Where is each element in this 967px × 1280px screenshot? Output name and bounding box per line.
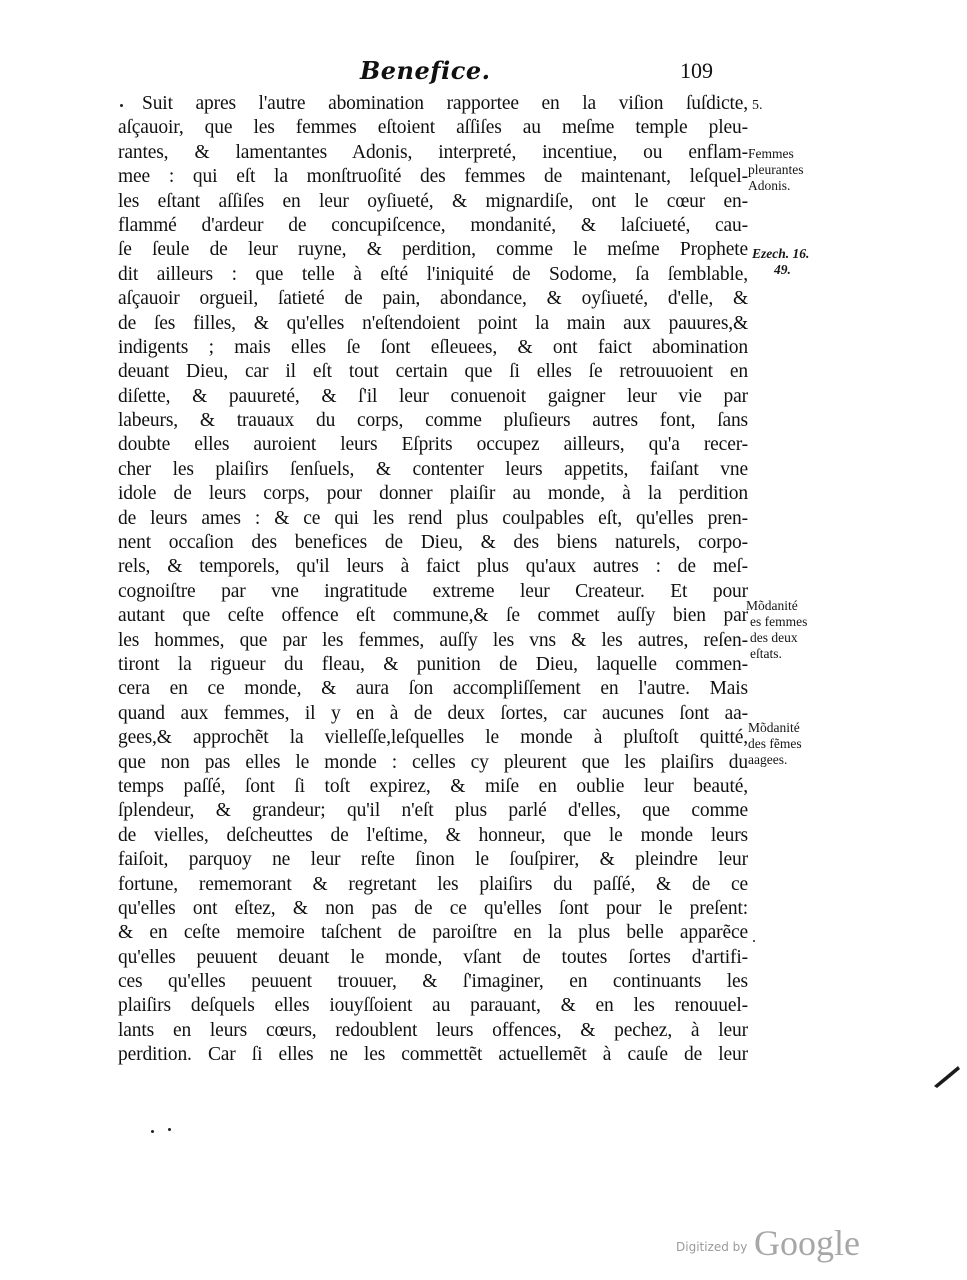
- margin-note-five: [752, 98, 763, 114]
- scan-speck: [120, 104, 123, 107]
- text-line: faiſoit, parquoy ne leur reſte ſinon le ſouſpirer, & pleindre leur: [118, 849, 748, 871]
- text-line: cher les plaiſirs ſenſuels, & contenter leurs appetits, faiſant vne: [118, 458, 748, 480]
- margin-note-line: des deux: [750, 630, 798, 645]
- margin-note-line: es femmes: [750, 614, 808, 629]
- running-head: Benefice.: [360, 56, 491, 85]
- text-line: cognoiſtre par vne ingratitude extreme leur Createur. Et pour: [118, 580, 748, 602]
- margin-note-line: Ezech. 16.: [752, 246, 810, 261]
- margin-note-femmes: [748, 146, 803, 194]
- text-line: indigents ; mais elles ſe ſont eſleuees, & ont faict abomination: [118, 336, 748, 358]
- margin-note-line: pleurantes: [748, 162, 804, 177]
- text-line: aſçauoir, que les femmes eſtoient aſſiſes au meſme temple pleu-: [118, 117, 748, 139]
- text-line: diſette, & pauureté, & ſ'il leur conuenoit gaigner leur vie par: [118, 385, 748, 407]
- text-line: lants en leurs cœurs, redoublent leurs offences, & pechez, à leur: [118, 1019, 748, 1041]
- text-line: rantes, & lamentantes Adonis, interpreté, incentiue, ou enflam-: [118, 141, 748, 163]
- text-line: qu'elles peuuent deuant le monde, vſant de toutes ſortes d'artifi-: [118, 946, 748, 968]
- google-logo: Google: [754, 1223, 860, 1263]
- text-line: que non pas elles le monde : celles cy pleurent que les plaiſirs du: [118, 751, 748, 773]
- margin-note-line: des fẽmes: [748, 736, 802, 751]
- text-line: nent occaſion des benefices de Dieu, & des biens naturels, corpo-: [118, 532, 748, 554]
- text-line: autant que ceſte offence eſt commune,& ſe commet auſſy bien par: [118, 605, 748, 627]
- margin-note-line: aagees.: [748, 752, 788, 767]
- text-line: les eſtant aſſiſes en leur oyſiueté, & mignardiſe, ont le cœur en-: [118, 190, 748, 212]
- text-line: idole de leurs corps, pour donner plaiſir au monde, à la perdition: [118, 483, 748, 505]
- scan-speck: [753, 940, 755, 942]
- text-line: labeurs, & trauaux du corps, comme pluſieurs autres font, ſans: [118, 410, 748, 432]
- text-line: fortune, rememorant & regretant les plaiſirs du paſſé, & de ce: [118, 873, 748, 895]
- text-line: deuant Dieu, car il eſt tout certain que ſi elles ſe retrouuoient en: [118, 361, 748, 383]
- text-line: aſçauoir orgueil, ſatieté de pain, abondance, & oyſiueté, d'elle, &: [118, 288, 748, 310]
- text-line: de ſes filles, & qu'elles n'eſtendoient point la main aux pauures,&: [118, 312, 748, 334]
- scan-speck: [151, 1130, 154, 1133]
- text-line: ſe ſeule de leur ruyne, & perdition, comme le meſme Prophete: [118, 239, 748, 261]
- page-number: 109: [680, 58, 713, 83]
- text-line: doubte elles auroient leurs Eſprits occupez ailleurs, qu'a recer-: [118, 434, 748, 456]
- text-line: ces qu'elles peuuent trouuer, & ſ'imaginer, en continuants les: [118, 971, 748, 993]
- text-line: quand aux femmes, il y en à de deux ſortes, car aucunes ſont aa-: [118, 702, 748, 724]
- text-line: flammé d'ardeur de concupiſcence, mondanité, & laſciueté, cau-: [118, 214, 748, 236]
- body-text: [118, 92, 748, 1068]
- margin-note-modanite-estats: [746, 598, 807, 662]
- text-line: dit ailleurs : que telle à eſté l'iniquité de Sodome, ſa ſemblable,: [118, 263, 748, 285]
- text-line: gees,& approchẽt la vielleſſe,leſquelles le monde à pluſtoſt quitté,: [118, 727, 748, 749]
- text-line: perdition. Car ſi elles ne les commettẽt actuellemẽt à cauſe de leur: [118, 1044, 748, 1066]
- text-line: temps paſſé, ſont ſi toſt expirez, & miſe en oublie leur beauté,: [118, 775, 748, 797]
- text-line: Suit apres l'autre abomination rapportee en la viſion ſuſdicte,: [142, 93, 748, 114]
- scan-speck: [168, 1128, 171, 1131]
- margin-note-line: 5.: [752, 98, 763, 113]
- text-line: plaiſirs deſquels elles iouyſſoient au parauant, & en les renouuel-: [118, 995, 748, 1017]
- margin-note-ezech: [752, 246, 809, 278]
- text-line: cera en ce monde, & aura ſon accompliſſement en l'autre. Mais: [118, 678, 748, 700]
- margin-note-line: 49.: [774, 262, 791, 277]
- digitized-watermark: [676, 1222, 876, 1266]
- margin-note-line: Adonis.: [748, 178, 791, 193]
- text-line: rels, & temporels, qu'il leurs à faict plus qu'aux autres : de meſ-: [118, 556, 748, 578]
- text-line: de vielles, deſcheuttes de l'eſtime, & honneur, que le monde leurs: [118, 824, 748, 846]
- text-line: & en ceſte memoire taſchent de paroiſtre en la plus belle apparẽce: [118, 922, 748, 944]
- margin-note-line: Mõdanité: [748, 720, 800, 735]
- text-line: tiront la rigueur du fleau, & punition de Dieu, laquelle commen-: [118, 653, 748, 675]
- text-line: les hommes, que par les femmes, auſſy les vns & les autres, reſen-: [118, 629, 748, 651]
- text-line: qu'elles ont eſtez, & non pas de ce qu'elles ſont pour le preſent:: [118, 897, 748, 919]
- digitized-by-label: Digitized by: [676, 1240, 748, 1254]
- margin-note-line: Femmes: [748, 146, 794, 161]
- ink-smudge-icon: [932, 1060, 962, 1090]
- text-line: mee : qui eſt la monſtruoſité des femmes de maintenant, leſquel-: [118, 166, 748, 188]
- margin-note-modanite-aagees: [748, 720, 802, 768]
- margin-note-line: Mõdanité: [746, 598, 798, 613]
- text-line: ſplendeur, & grandeur; qu'il n'eſt plus parlé d'elles, que comme: [118, 800, 748, 822]
- text-line: de leurs ames : & ce qui les rend plus coulpables eſt, qu'elles pren-: [118, 507, 748, 529]
- margin-note-line: eſtats.: [750, 646, 782, 661]
